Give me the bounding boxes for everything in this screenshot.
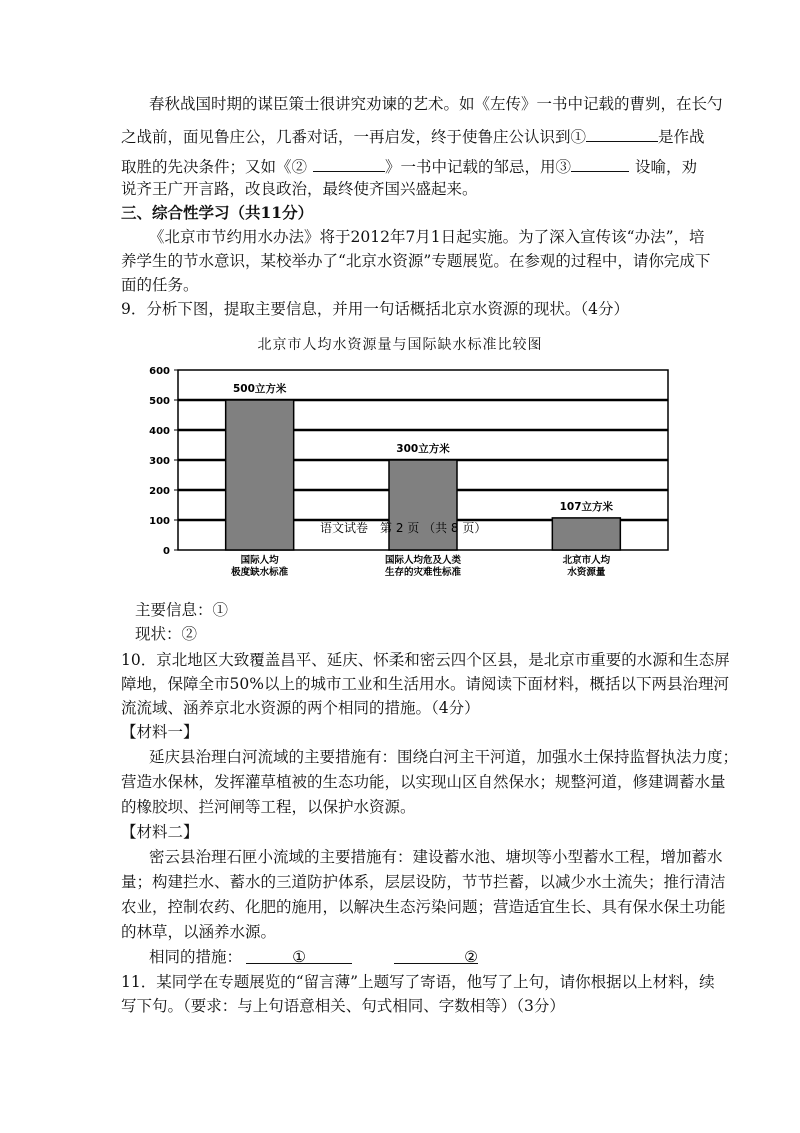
data-label: 500立方米 [232, 383, 287, 395]
y-tick-label: 100 [149, 516, 170, 527]
answer-blank-3[interactable] [571, 155, 629, 172]
material2-line4: 的林草，以涵养水源。 [121, 923, 277, 941]
data-label: 300立方米 [396, 443, 450, 455]
q11-line1: 11．某同学在专题展览的“留言薄”上题写了寄语，他写了上句，请你根据以上材料，续 [121, 973, 715, 991]
bar [389, 460, 457, 550]
status-label: 现状：② [135, 625, 198, 643]
x-category-label: 极度缺水标准 [231, 567, 289, 578]
main-info-label: 主要信息：① [135, 601, 229, 619]
q10-line1: 10．京北地区大致覆盖昌平、延庆、怀柔和密云四个区县，是北京市重要的水源和生态屏 [121, 651, 730, 669]
intro-line2: 养学生的节水意识，某校举办了“北京水资源”专题展览。在参观的过程中，请你完成下 [121, 252, 711, 270]
intro-line1: 《北京市节约用水办法》将于2012年7月1日起实施。为了深入宣传该“办法”，培 [149, 228, 705, 246]
measure-blank-2[interactable] [394, 947, 478, 964]
para1-line4: 说齐王广开言路，改良政治，最终使齐国兴盛起来。 [121, 180, 478, 198]
para1-line3-c: 设喻，劝 [635, 158, 698, 176]
material2-heading: 【材料二】 [121, 823, 199, 841]
measure-blank-1[interactable] [246, 947, 352, 964]
q11-line2: 写下句。（要求：与上句语意相关、句式相同、字数相等）（3分） [121, 997, 565, 1015]
y-tick-label: 0 [163, 546, 170, 557]
y-tick-label: 200 [149, 486, 170, 497]
x-category-label: 北京市人均 [562, 555, 611, 566]
water-resource-chart [120, 330, 680, 590]
para1-line2-text: 之战前，面见鲁庄公，几番对话，一再启发，终于使鲁庄公认识到① [121, 128, 587, 146]
measure-blank-1-num: ① [292, 948, 306, 966]
y-tick-label: 400 [149, 426, 170, 437]
material1-line2: 营造水保林，发挥灌草植被的生态功能，以实现山区自然保水；规整河道，修建调蓄水量 [121, 773, 726, 791]
data-label: 107立方米 [559, 500, 614, 513]
para1-line3 [121, 155, 697, 177]
section3-heading: 三、综合性学习（共11分） [121, 203, 314, 222]
q10-line3: 流流域、涵养京北水资源的两个相同的措施。（4分） [121, 699, 480, 717]
q10-line2: 障地，保障全市50%以上的城市工业和生活用水。请阅读下面材料，概括以下两县治理河 [121, 675, 729, 693]
intro-line3: 面的任务。 [121, 276, 199, 294]
question-9: 9．分析下图，提取主要信息，并用一句话概括北京水资源的现状。（4分） [121, 300, 629, 318]
y-tick-label: 300 [149, 456, 170, 467]
chart-title: 北京市人均水资源量与国际缺水标准比较图 [257, 337, 543, 353]
material1-heading: 【材料一】 [121, 723, 199, 741]
x-category-label: 生存的灾难性标准 [384, 567, 462, 578]
material1-line3: 的橡胶坝、拦河闸等工程，以保护水资源。 [121, 798, 416, 816]
same-measures [149, 947, 478, 967]
same-measures-label: 相同的措施： [149, 948, 243, 966]
para1-line3-a: 取胜的先决条件；又如《② [121, 158, 308, 176]
y-tick-label: 600 [149, 366, 170, 377]
para1-line2-tail: 是作战 [658, 128, 705, 146]
x-category-label: 国际人均 [240, 555, 279, 566]
answer-blank-1[interactable] [586, 125, 658, 142]
para1-line3-b: 》一书中记载的邹忌，用③ [385, 158, 572, 176]
material2-line3: 农业，控制农药、化肥的施用，以解决生态污染问题；营造适宜生长、具有保水保土功能 [121, 898, 726, 916]
measure-blank-2-num: ② [464, 948, 479, 966]
material1-line1: 延庆县治理白河流域的主要措施有：围绕白河主干河道，加强水土保持监督执法力度； [149, 748, 739, 766]
bar [226, 400, 294, 550]
material2-line2: 量；构建拦水、蓄水的三道防护体系，层层设防，节节拦蓄，以减少水土流失；推行清洁 [121, 873, 726, 891]
x-category-label: 国际人均危及人类 [384, 555, 462, 566]
para1-line1: 春秋战国时期的谋臣策士很讲究劝谏的艺术。如《左传》一书中记载的曹刿，在长勺 [149, 95, 723, 113]
answer-blank-2[interactable] [313, 155, 385, 172]
page-footer-overlay: 语文试卷 第 2 页 （共 8 页） [320, 521, 487, 535]
chart-svg [120, 330, 680, 580]
para1-line2 [121, 125, 705, 147]
material2-line1: 密云县治理石匣小流域的主要措施有：建设蓄水池、塘坝等小型蓄水工程，增加蓄水 [149, 848, 723, 866]
y-tick-label: 500 [149, 396, 170, 407]
x-category-label: 水资源量 [567, 567, 606, 578]
bar [552, 518, 620, 550]
